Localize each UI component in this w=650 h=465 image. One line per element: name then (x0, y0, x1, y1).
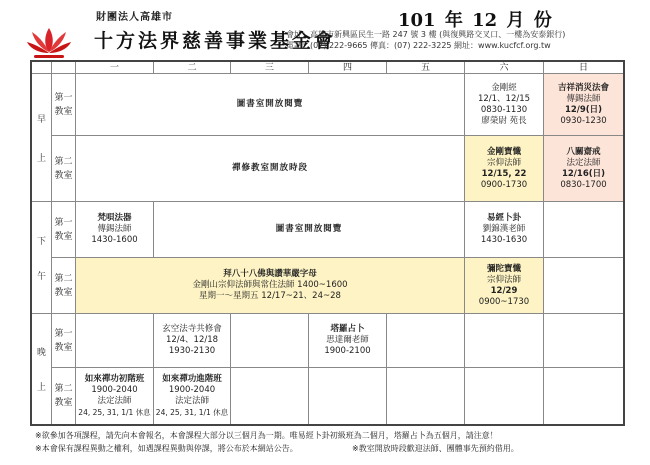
evening-room1-mon (76, 314, 154, 368)
morning-room1-main (76, 74, 465, 136)
room-label-1 (52, 314, 76, 368)
address-line: 會址：高雄市新興區民生一路 247 號 3 樓 (與復興路交叉口、一樓為安泰銀行) (286, 30, 566, 39)
evening-room2-sun (544, 368, 623, 424)
event-teacher: 宗仰法師 (486, 157, 521, 168)
org-subtitle: 財團法人高雄市 (96, 12, 173, 23)
event-time: 0830-1700 (560, 179, 607, 190)
period-label: 午 (36, 271, 46, 282)
event-note: 24, 25, 31, 1/1 休息 (155, 408, 229, 417)
evening-room1-tue (154, 314, 231, 368)
morning-room2-sat (465, 136, 544, 202)
footer-note-2: ※本會保有課程異動之權利，如遇課程異動與停課，將公布於本網站公告。 (35, 444, 298, 453)
event-time: 1900-2100 (324, 346, 371, 356)
room-label-2 (52, 258, 76, 314)
morning-room2-main (76, 136, 465, 202)
evening-room2-sat (465, 368, 544, 424)
lotus-logo-icon (26, 24, 72, 60)
corner-cell (32, 62, 52, 74)
event-dates: 12/15, 22 (481, 168, 527, 179)
day-header-sat: 六 (465, 62, 544, 74)
evening-room1-sat (465, 314, 544, 368)
period-label: 下 (36, 236, 46, 247)
event-teacher: 宗仰法師 (486, 274, 521, 285)
evening-room2-fri (387, 368, 465, 424)
room-label-text: 第一教室 (54, 92, 73, 117)
room-label-1 (52, 202, 76, 258)
period-label: 上 (36, 153, 46, 164)
day-header-mon: 一 (76, 62, 154, 74)
room-label-text: 第一教室 (54, 217, 73, 242)
room-label-1 (52, 74, 76, 136)
event-time: 1930-2130 (168, 346, 216, 356)
room-label-text: 第二教室 (54, 384, 73, 408)
event-time: 1430-1630 (480, 235, 528, 245)
corner-cell (52, 62, 76, 74)
room-label-2 (52, 368, 76, 424)
morning-room2-sun (544, 136, 623, 202)
period-label: 晚 (36, 348, 46, 358)
evening-room2-tue (154, 368, 231, 424)
event-title: 塔羅占卜 (330, 324, 365, 334)
room-label-text: 第一教室 (54, 328, 73, 353)
footer-note-1: ※欲參加各項課程，請先向本會報名，本會課程大部分以三個月為一期。唯易經卜卦初級班為二個月，塔羅占卜為五個月，請注意！ (35, 431, 498, 440)
event-teacher: 劉錦漢老師 (482, 224, 526, 234)
event-time: 0900-1730 (480, 179, 528, 190)
event-title: 禪修教室開放時段 (231, 163, 308, 173)
event-title: 梵唄法器 (97, 213, 132, 223)
afternoon-room1-main (154, 202, 465, 258)
afternoon-room1-sun (544, 202, 623, 258)
event-teacher: 法定法師 (97, 396, 132, 406)
event-teacher: 金剛山宗仰法師與常住法師 1400~1600 (192, 280, 348, 290)
event-title: 如來禪功初階班 (84, 374, 145, 384)
day-header-tue: 二 (154, 62, 231, 74)
event-teacher: 法定法師 (566, 157, 601, 168)
day-header-thu: 四 (309, 62, 387, 74)
morning-room1-sat (465, 74, 544, 136)
event-title: 圖書室開放閱覽 (275, 224, 343, 234)
event-dates: 12/4、12/18 (165, 335, 219, 345)
month-title: 101 年 12 月 份 (398, 10, 552, 31)
event-time: 1900-2040 (91, 385, 138, 395)
period-afternoon (32, 202, 52, 314)
event-time: 0900~1730 (478, 296, 530, 307)
event-dates: 12/1、12/15 (477, 93, 531, 104)
period-evening (32, 314, 52, 424)
event-title: 易經卜卦 (486, 213, 521, 223)
event-teacher: 傳錫法師 (566, 93, 601, 104)
footer-note-3: ※教室開放時段歡迎法師、團體事先預約借用。 (352, 444, 519, 453)
afternoon-room2-sun (544, 258, 623, 314)
event-teacher: 思達爾老師 (326, 335, 369, 345)
event-title: 玄空法寺共修會 (162, 324, 222, 334)
evening-room1-sun (544, 314, 623, 368)
evening-room1-wed (231, 314, 309, 368)
day-header-fri: 五 (387, 62, 465, 74)
event-dates: 12/29 (490, 285, 518, 296)
event-title: 圖書室開放閱覽 (236, 99, 304, 109)
evening-room2-thu (309, 368, 387, 424)
period-label: 上 (36, 383, 46, 393)
event-dates: 星期一～星期五 12/17~21、24~28 (199, 291, 341, 301)
period-label: 早 (36, 114, 46, 125)
schedule-table (30, 60, 625, 426)
event-title: 八關齋戒 (566, 146, 601, 157)
event-title: 金剛寶懺 (486, 146, 521, 157)
afternoon-room2-sat (465, 258, 544, 314)
afternoon-room1-sat (465, 202, 544, 258)
header (0, 0, 650, 66)
evening-room1-fri (387, 314, 465, 368)
event-time: 1900-2040 (168, 385, 216, 395)
day-header-sun: 日 (544, 62, 623, 74)
event-teacher: 廖榮尉 苑長 (481, 115, 527, 126)
event-title: 金剛經 (491, 82, 517, 93)
morning-room1-sun (544, 74, 623, 136)
org-name: 十方法界慈善事業基金會 (94, 30, 337, 52)
period-morning (32, 74, 52, 202)
room-label-text: 第二教室 (54, 156, 73, 181)
event-time: 0930-1230 (560, 115, 607, 126)
afternoon-room1-mon (76, 202, 154, 258)
event-time: 1430-1600 (91, 235, 138, 245)
room-label-2 (52, 136, 76, 202)
evening-room2-mon (76, 368, 154, 424)
event-teacher: 傳錫法師 (97, 224, 132, 234)
event-teacher: 法定法師 (174, 396, 209, 406)
evening-room2-wed (231, 368, 309, 424)
event-time: 0830-1130 (480, 104, 528, 115)
afternoon-room2-main (76, 258, 465, 314)
room-label-text: 第二教室 (54, 273, 73, 298)
contact-line: 電話：(07) 222-9665 傳真：(07) 222-3225 網址：www.kucfcf.org.tw (286, 41, 551, 50)
event-dates: 12/9(日) (564, 104, 603, 115)
day-header-wed: 三 (231, 62, 309, 74)
evening-room1-thu (309, 314, 387, 368)
event-title: 吉祥消災法會 (557, 82, 609, 93)
event-title: 如來禪功進階班 (162, 374, 222, 384)
event-title: 彌陀寶懺 (486, 263, 521, 274)
event-note: 24, 25, 31, 1/1 休息 (78, 408, 151, 417)
event-dates: 12/16(日) (561, 168, 606, 179)
event-title: 拜八十八佛與讚華嚴字母 (223, 269, 317, 279)
